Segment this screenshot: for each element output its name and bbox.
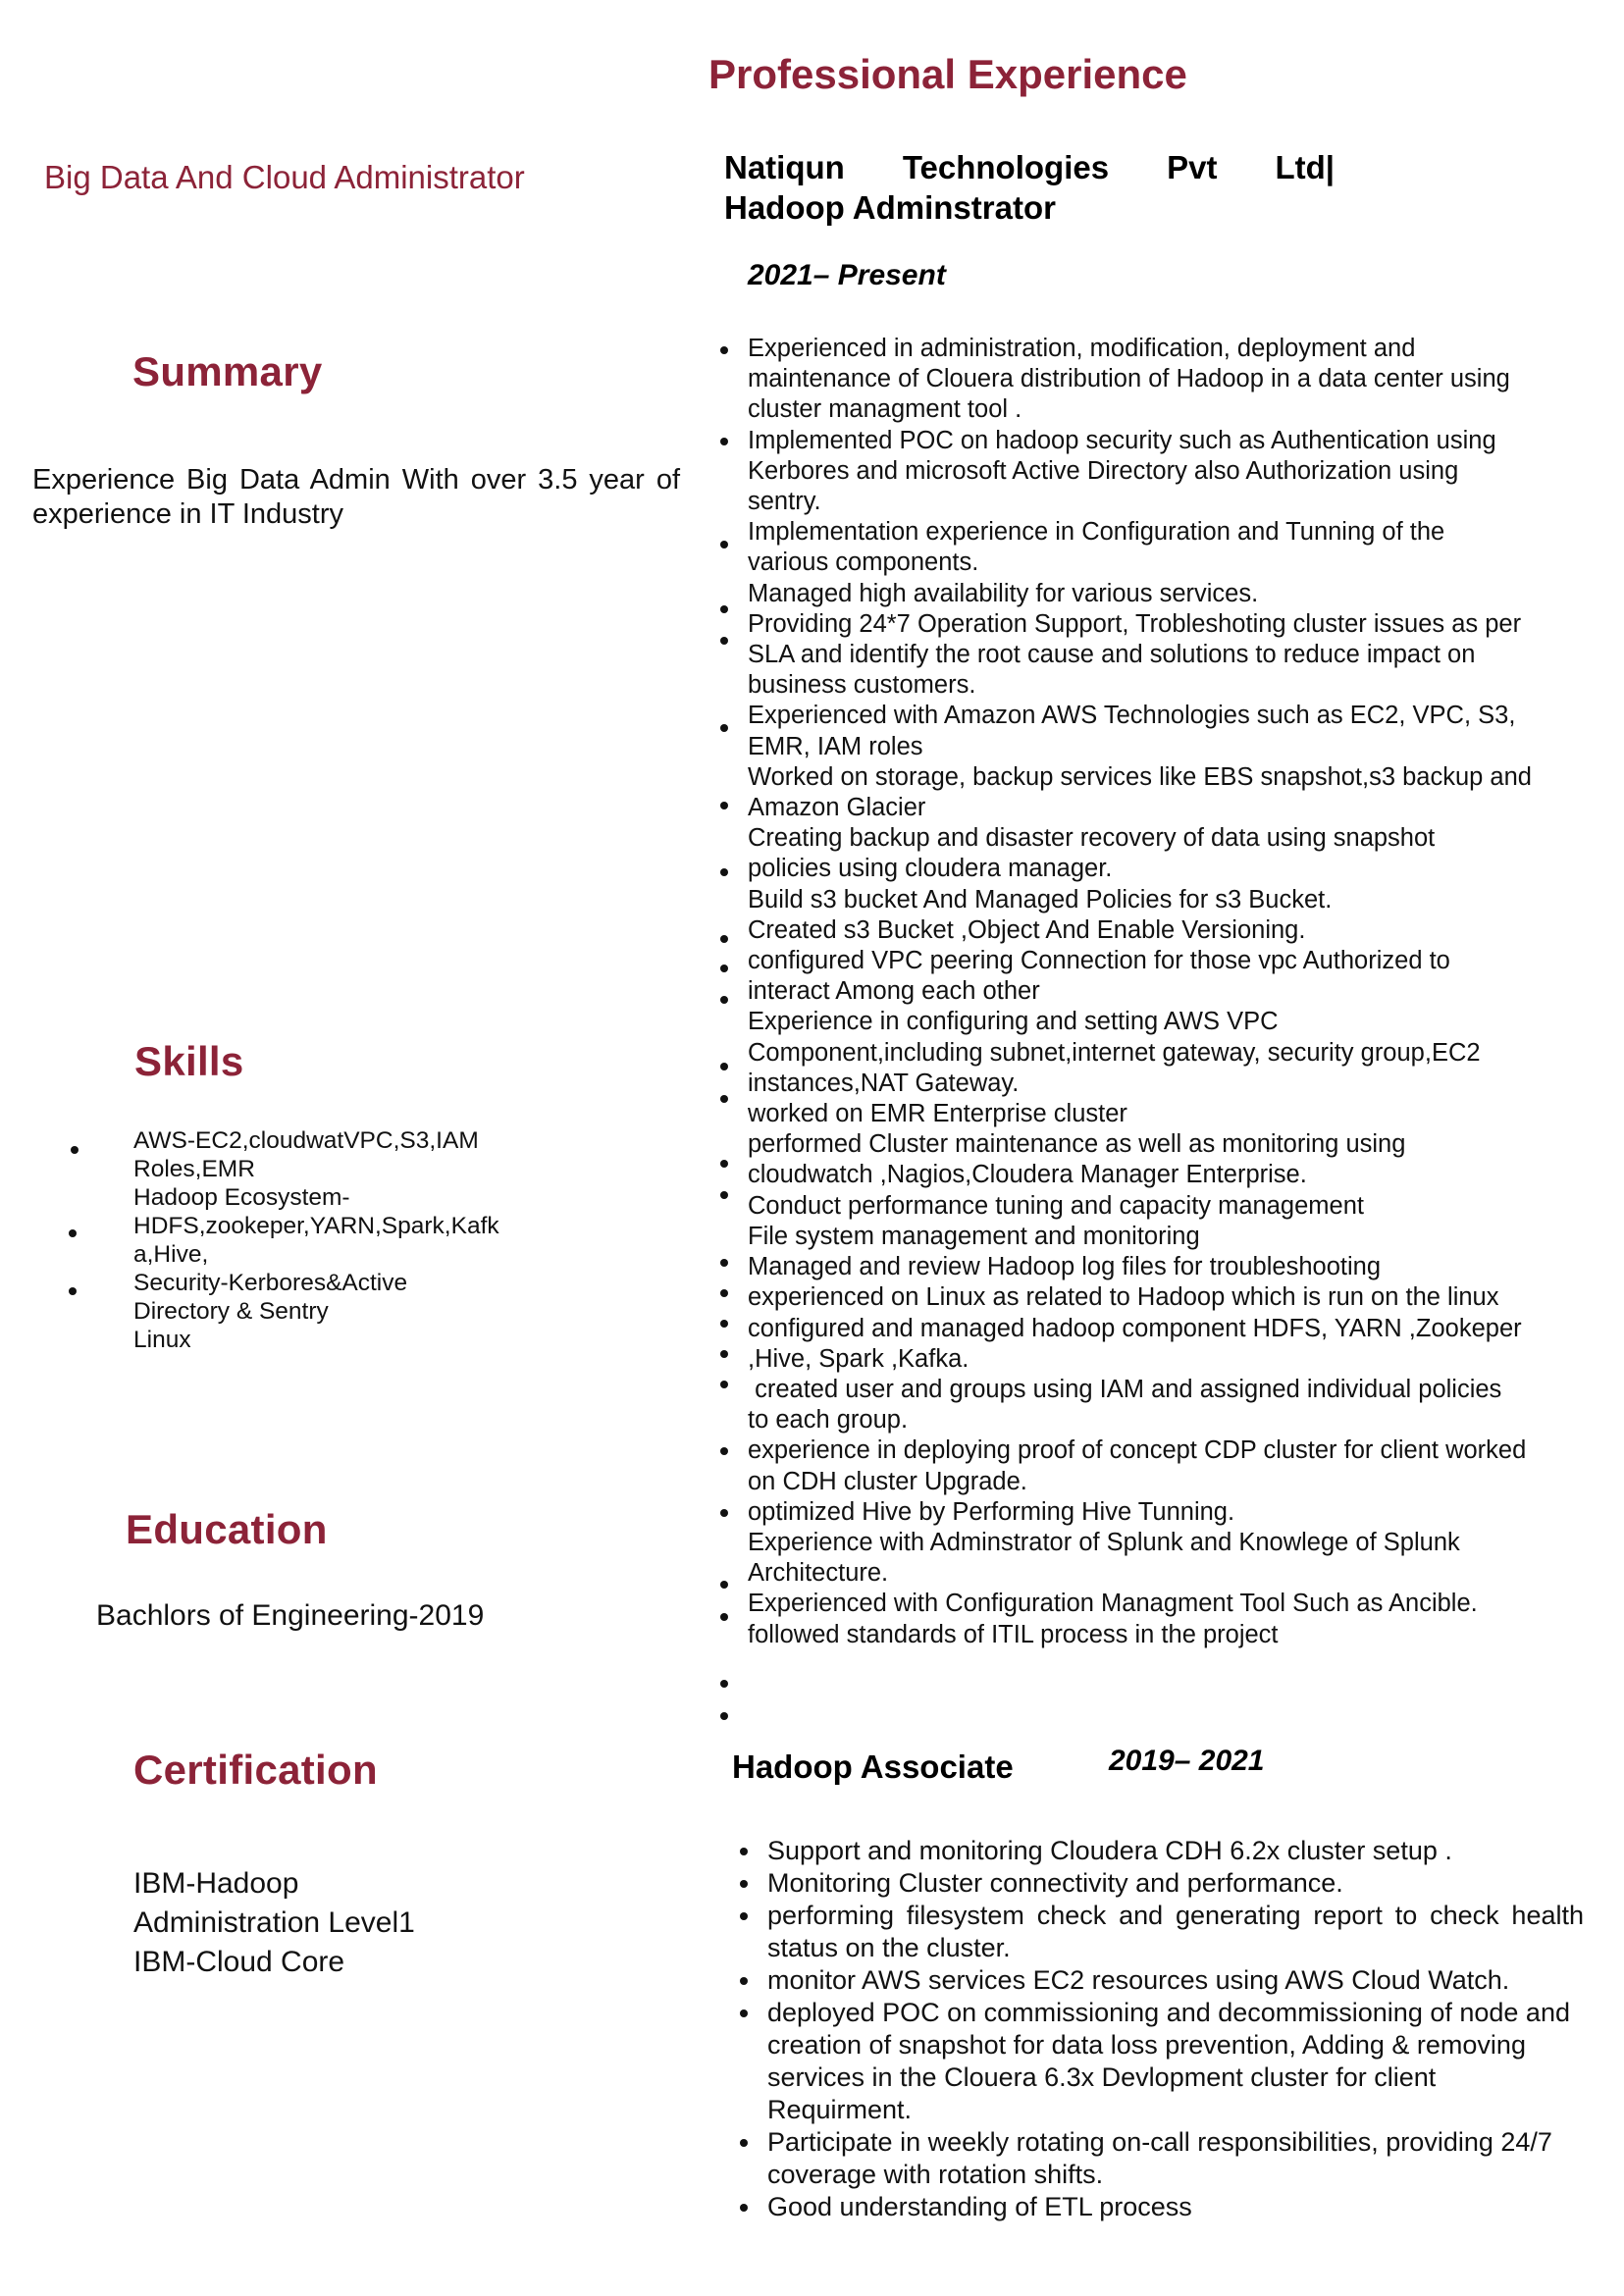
- bullet-icon: [720, 1613, 728, 1621]
- experience-heading: Professional Experience: [708, 51, 1187, 97]
- skills-line: HDFS,zookeper,YARN,Spark,Kafk: [133, 1213, 499, 1239]
- job-1-line: configured and managed hadoop component HDFS, YARN ,Zookeper: [748, 1314, 1522, 1342]
- job-1-company: [724, 147, 1333, 228]
- job-1-line: business customers.: [748, 671, 976, 700]
- job-1-line: SLA and identify the root cause and solutions to reduce impact on: [748, 641, 1476, 669]
- bullet-icon: [720, 1581, 728, 1589]
- bullet-icon: [740, 1912, 748, 1920]
- job-1-line: Component,including subnet,internet gateway, security group,EC2: [748, 1038, 1481, 1067]
- job-2-bullet: Participate in weekly rotating on-call responsibilities, providing 24/7 coverage with rotation shifts.: [738, 2126, 1584, 2191]
- job-1-line: Experienced with Amazon AWS Technologies such as EC2, VPC, S3,: [748, 702, 1516, 730]
- bullet-icon: [720, 346, 728, 354]
- job-1-line: ,Hive, Spark ,Kafka.: [748, 1344, 969, 1373]
- job-tagline: Big Data And Cloud Administrator: [44, 159, 525, 195]
- skills-list: [0, 1126, 687, 1382]
- bullet-icon: [720, 724, 728, 732]
- bullet-icon: [740, 2139, 748, 2147]
- job-1-line: Amazon Glacier: [748, 794, 926, 822]
- job-1-line: Experience in configuring and setting AWS VPC: [748, 1008, 1279, 1036]
- certification-heading: Certification: [133, 1747, 378, 1793]
- bullet-icon: [740, 1848, 748, 1855]
- job-1-line: worked on EMR Enterprise cluster: [748, 1100, 1127, 1128]
- skills-line: Security-Kerbores&Active: [133, 1270, 408, 1296]
- job-1-line: Implementation experience in Configuration and Tunning of the: [748, 518, 1445, 547]
- job-1-line: Managed high availability for various services.: [748, 579, 1259, 607]
- job-2-dates: 2019– 2021: [1109, 1745, 1265, 1777]
- bullet-icon: [720, 868, 728, 876]
- bullet-icon: [71, 1146, 79, 1154]
- job-1-line: followed standards of ITIL process in the project: [748, 1620, 1279, 1648]
- job-1-line: File system management and monitoring: [748, 1222, 1200, 1250]
- skills-line: Hadoop Ecosystem-: [133, 1184, 350, 1211]
- job-2-bullet: Monitoring Cluster connectivity and performance.: [738, 1867, 1584, 1900]
- bullet-icon: [720, 935, 728, 943]
- job-1-line: configured VPC peering Connection for those vpc Authorized to: [748, 947, 1450, 975]
- job-1-line: instances,NAT Gateway.: [748, 1069, 1020, 1097]
- job-1-line: performed Cluster maintenance as well as monitoring using: [748, 1130, 1406, 1159]
- job-1-line: experienced on Linux as related to Hadoop which is run on the linux: [748, 1283, 1499, 1312]
- bullet-icon: [69, 1287, 77, 1295]
- skills-line: Directory & Sentry: [133, 1298, 329, 1325]
- bullet-icon: [720, 1160, 728, 1168]
- job-1-line: Providing 24*7 Operation Support, Trobleshoting cluster issues as per: [748, 609, 1522, 638]
- skills-line: Roles,EMR: [133, 1156, 255, 1182]
- certification-item: IBM-Cloud Core: [133, 1946, 345, 1978]
- certification-list: [133, 1864, 415, 1982]
- bullet-icon: [720, 1289, 728, 1297]
- bullet-icon: [740, 2009, 748, 2017]
- job-1-dates: 2021– Present: [748, 259, 946, 291]
- certification-item: Administration Level1: [133, 1906, 415, 1939]
- skills-line: a,Hive,: [133, 1241, 209, 1268]
- bullet-icon: [720, 1063, 728, 1070]
- bullet-icon: [720, 802, 728, 809]
- job-2-bullet: deployed POC on commissioning and decommissioning of node and creation of snapshot for data loss prevention, Adding & removing services in the Clouera 6.3x Devlopment cluster for client Requirment.: [738, 1997, 1584, 2126]
- bullet-icon: [720, 1350, 728, 1358]
- job-1-line: various components.: [748, 548, 979, 577]
- job-1-line: Conduct performance tuning and capacity management: [748, 1191, 1364, 1220]
- company-word: Pvt: [1167, 149, 1218, 185]
- job-1-line: on CDH cluster Upgrade.: [748, 1467, 1027, 1495]
- bullet-icon: [720, 1191, 728, 1199]
- job-1-line: maintenance of Clouera distribution of Hadoop in a data center using: [748, 365, 1510, 393]
- job-1-line: to each group.: [748, 1406, 909, 1435]
- education-heading: Education: [126, 1506, 328, 1552]
- job-1-bullets: [748, 334, 1601, 1650]
- bullet-icon: [69, 1229, 77, 1237]
- company-word: Technologies: [902, 149, 1110, 185]
- job-1-line: Kerbores and microsoft Active Directory also Authorization using: [748, 456, 1459, 485]
- bullet-icon: [720, 1320, 728, 1328]
- job-2-bullets: [738, 1835, 1584, 2223]
- job-1-line: Creating backup and disaster recovery of data using snapshot: [748, 824, 1436, 853]
- job-1-line: EMR, IAM roles: [748, 732, 923, 760]
- bullet-icon: [720, 1712, 728, 1720]
- job-1-line: Build s3 bucket And Managed Policies for s3 Bucket.: [748, 885, 1333, 913]
- job-1-line: Experience with Adminstrator of Splunk and Knowlege of Splunk: [748, 1528, 1460, 1556]
- skills-heading: Skills: [134, 1038, 244, 1084]
- bullet-icon: [720, 1447, 728, 1455]
- skills-line: AWS-EC2,cloudwatVPC,S3,IAM: [133, 1127, 479, 1154]
- bullet-icon: [720, 996, 728, 1004]
- job-1-line: Worked on storage, backup services like EBS snapshot,s3 backup and: [748, 762, 1532, 791]
- bullet-icon: [720, 1095, 728, 1103]
- job-2-bullet: Support and monitoring Cloudera CDH 6.2x cluster setup .: [738, 1835, 1584, 1867]
- job-1-line: Architecture.: [748, 1559, 889, 1588]
- bullet-icon: [720, 1509, 728, 1517]
- bullet-icon: [720, 965, 728, 972]
- certification-item: IBM-Hadoop: [133, 1867, 299, 1900]
- bullet-icon: [720, 541, 728, 548]
- job-1-line: sentry.: [748, 488, 821, 516]
- job-1-line: Managed and review Hadoop log files for troubleshooting: [748, 1253, 1381, 1281]
- job-1-line: Experienced with Configuration Managment Tool Such as Ancible.: [748, 1590, 1478, 1618]
- bullet-icon: [720, 605, 728, 613]
- job-1-line: created user and groups using IAM and assigned individual policies: [748, 1375, 1502, 1403]
- job-1-line: optimized Hive by Performing Hive Tunning.: [748, 1497, 1235, 1526]
- skills-line: Linux: [133, 1327, 191, 1353]
- bullet-icon: [720, 1680, 728, 1688]
- job-2-bullet: monitor AWS services EC2 resources using AWS Cloud Watch.: [738, 1964, 1584, 1997]
- job-1-line: Created s3 Bucket ,Object And Enable Versioning.: [748, 915, 1306, 944]
- job-1-line: policies using cloudera manager.: [748, 855, 1113, 883]
- bullet-icon: [720, 438, 728, 445]
- job-1-line: Experienced in administration, modification, deployment and: [748, 335, 1416, 362]
- job-1-line: Implemented POC on hadoop security such as Authentication using: [748, 426, 1496, 454]
- summary-heading: Summary: [132, 348, 323, 394]
- job-1-role: Hadoop Adminstrator: [724, 189, 1056, 226]
- summary-text: Experience Big Data Admin With over 3.5 year of experience in IT Industry: [32, 464, 680, 530]
- job-2-bullet: Good understanding of ETL process: [738, 2191, 1584, 2223]
- company-word: Ltd|: [1275, 149, 1335, 185]
- job-1-bullet-dots: [0, 0, 1, 1]
- bullet-icon: [740, 1880, 748, 1888]
- job-1-line: experience in deploying proof of concept CDP cluster for client worked: [748, 1436, 1527, 1465]
- bullet-icon: [740, 2204, 748, 2212]
- company-word: Natiqun: [724, 149, 845, 185]
- job-1-line: cloudwatch ,Nagios,Cloudera Manager Enterprise.: [748, 1161, 1307, 1189]
- job-2-role: Hadoop Associate: [732, 1748, 1014, 1785]
- bullet-icon: [740, 1977, 748, 1985]
- education-text: Bachlors of Engineering-2019: [96, 1599, 485, 1632]
- bullet-icon: [720, 1259, 728, 1267]
- job-2-bullet: performing filesystem check and generating report to check health status on the cluster.: [738, 1900, 1584, 1964]
- bullet-icon: [720, 637, 728, 645]
- job-1-line: interact Among each other: [748, 977, 1040, 1006]
- bullet-icon: [720, 1381, 728, 1388]
- job-1-line: cluster managment tool .: [748, 395, 1022, 424]
